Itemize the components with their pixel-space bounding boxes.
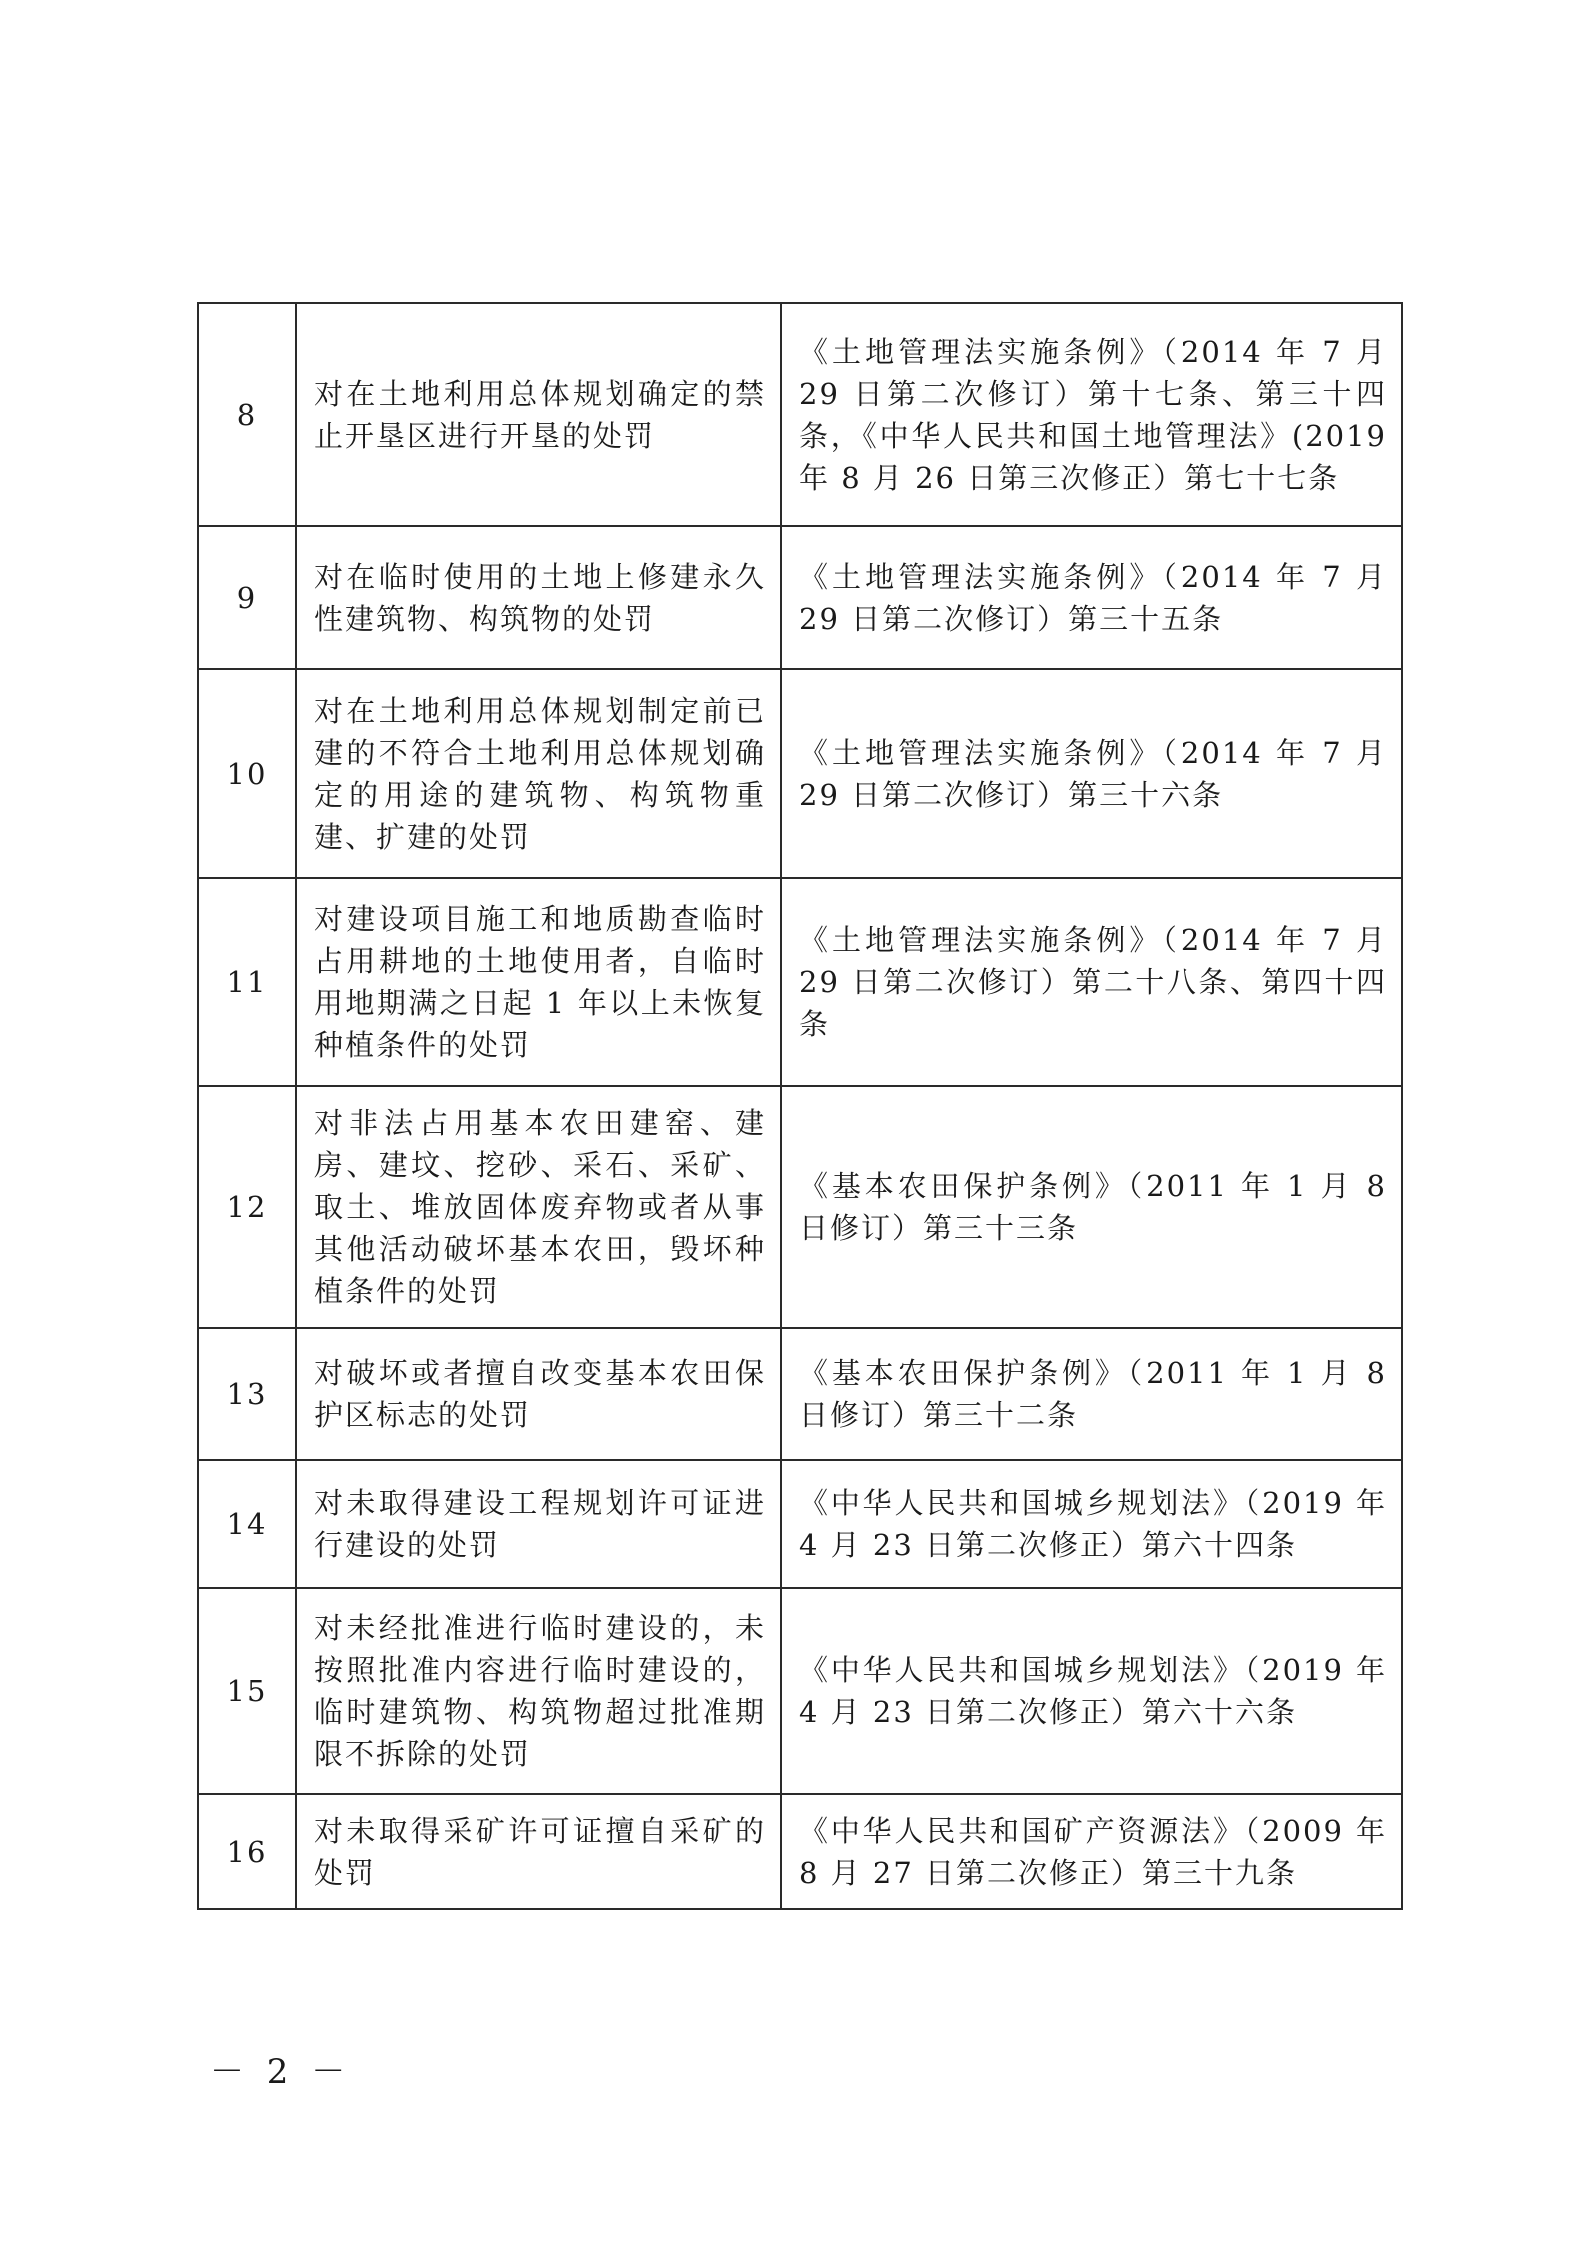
table-row — [198, 1794, 1402, 1909]
legal-basis: 《基本农田保护条例》（2011 年 1 月 8 日修订）第三十二条 — [781, 1328, 1402, 1460]
legal-basis: 《土地管理法实施条例》（2014 年 7 月 29 日第二次修订）第十七条、第三十四条，《中华人民共和国土地管理法》(2019 年 8 月 26 日第三次修正）第七十七条 — [781, 303, 1402, 526]
row-number: 16 — [198, 1794, 296, 1909]
row-number: 14 — [198, 1460, 296, 1588]
table-row — [198, 526, 1402, 669]
legal-basis: 《中华人民共和国城乡规划法》（2019 年 4 月 23 日第二次修正）第六十六条 — [781, 1588, 1402, 1794]
legal-basis: 《土地管理法实施条例》（2014 年 7 月 29 日第二次修订）第三十五条 — [781, 526, 1402, 669]
row-number: 8 — [198, 303, 296, 526]
row-number: 13 — [198, 1328, 296, 1460]
penalty-item: 对非法占用基本农田建窑、建房、建坟、挖砂、采石、采矿、取土、堆放固体废弃物或者从事其他活动破坏基本农田，毁坏种植条件的处罚 — [296, 1086, 781, 1328]
table-row — [198, 669, 1402, 878]
table-row — [198, 878, 1402, 1086]
penalty-item: 对建设项目施工和地质勘查临时占用耕地的土地使用者，自临时用地期满之日起 1 年以上未恢复种植条件的处罚 — [296, 878, 781, 1086]
row-number: 11 — [198, 878, 296, 1086]
penalty-item: 对未取得建设工程规划许可证进行建设的处罚 — [296, 1460, 781, 1588]
penalty-item: 对破坏或者擅自改变基本农田保护区标志的处罚 — [296, 1328, 781, 1460]
legal-basis: 《基本农田保护条例》（2011 年 1 月 8 日修订）第三十三条 — [781, 1086, 1402, 1328]
table-row — [198, 1328, 1402, 1460]
penalty-table — [197, 302, 1403, 1910]
legal-basis: 《土地管理法实施条例》（2014 年 7 月 29 日第二次修订）第二十八条、第四十四条 — [781, 878, 1402, 1086]
penalty-item: 对未经批准进行临时建设的，未按照批准内容进行临时建设的，临时建筑物、构筑物超过批准期限不拆除的处罚 — [296, 1588, 781, 1794]
penalty-item: 对在临时使用的土地上修建永久性建筑物、构筑物的处罚 — [296, 526, 781, 669]
penalty-item: 对未取得采矿许可证擅自采矿的处罚 — [296, 1794, 781, 1909]
legal-basis: 《中华人民共和国矿产资源法》（2009 年 8 月 27 日第二次修正）第三十九条 — [781, 1794, 1402, 1909]
row-number: 12 — [198, 1086, 296, 1328]
table-row — [198, 1086, 1402, 1328]
row-number: 15 — [198, 1588, 296, 1794]
row-number: 10 — [198, 669, 296, 878]
legal-basis: 《土地管理法实施条例》（2014 年 7 月 29 日第二次修订）第三十六条 — [781, 669, 1402, 878]
table-row — [198, 1460, 1402, 1588]
penalty-item: 对在土地利用总体规划制定前已建的不符合土地利用总体规划确定的用途的建筑物、构筑物重建、扩建的处罚 — [296, 669, 781, 878]
table-row — [198, 303, 1402, 526]
penalty-item: 对在土地利用总体规划确定的禁止开垦区进行开垦的处罚 — [296, 303, 781, 526]
legal-basis: 《中华人民共和国城乡规划法》（2019 年 4 月 23 日第二次修正）第六十四条 — [781, 1460, 1402, 1588]
page-number: － 2 － — [210, 2052, 352, 2092]
row-number: 9 — [198, 526, 296, 669]
table-row — [198, 1588, 1402, 1794]
